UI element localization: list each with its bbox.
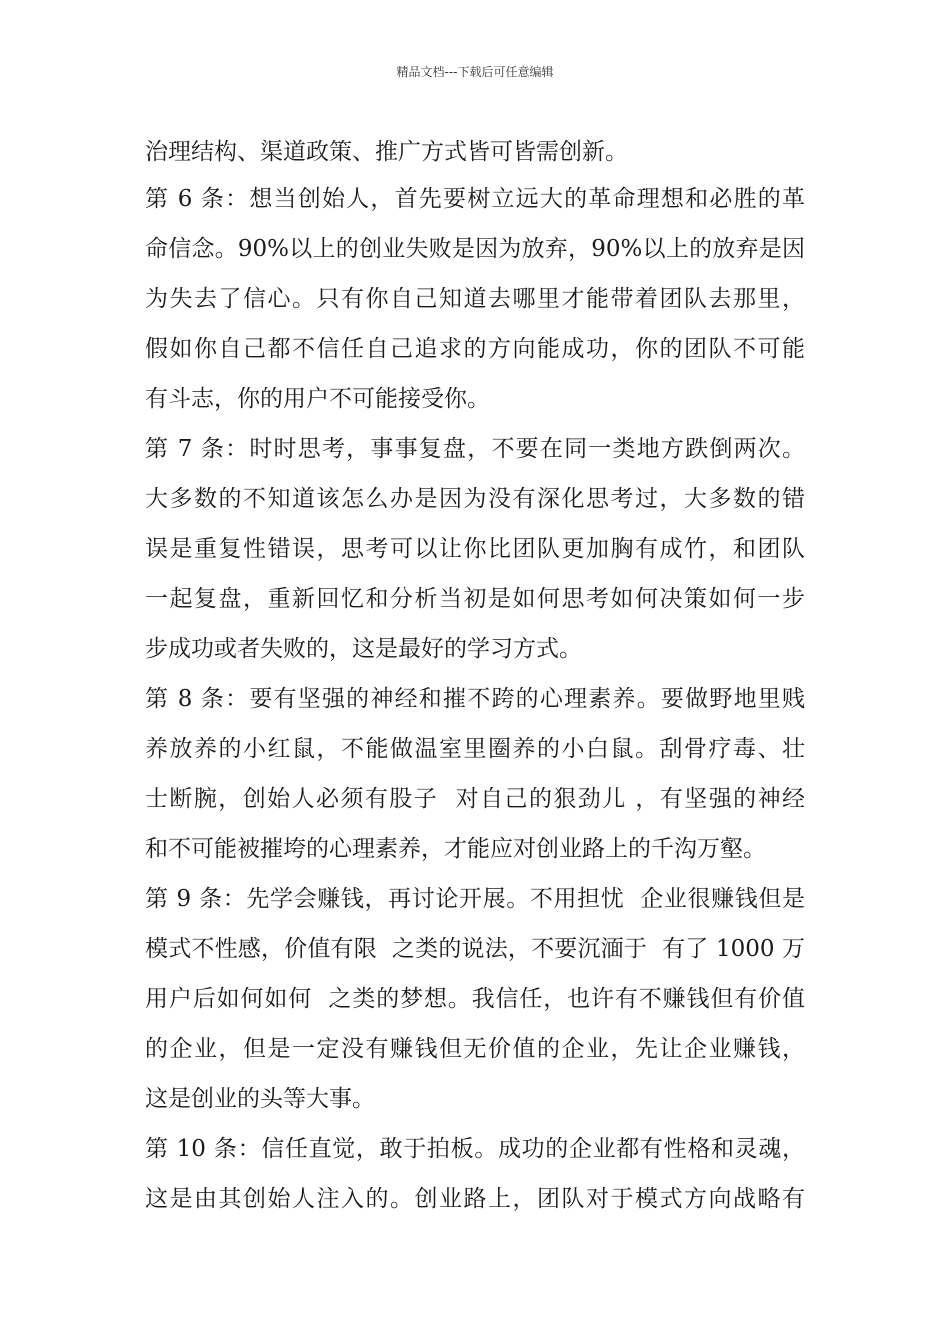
text-line: 用户后如何如何 之类的梦想。我信任，也许有不赚钱但有价值 [145, 986, 805, 1012]
text-line: 模式不性感，价值有限 之类的说法，不要沉湎于 有了 1000 万 [145, 936, 805, 962]
paragraph-article-9 [145, 874, 805, 1124]
paragraph-article-8 [145, 674, 805, 874]
text-line: 的企业，但是一定没有赚钱但无价值的企业，先让企业赚钱， [145, 1036, 805, 1062]
text-line: 和不可能被摧垮的心理素养，才能应对创业路上的千沟万壑。 [145, 836, 766, 862]
text-line: 第 9 条：先学会赚钱，再讨论开展。不用担忧 企业很赚钱但是 [145, 886, 805, 912]
text-line: 第 7 条：时时思考，事事复盘，不要在同一类地方跌倒两次。 [145, 436, 805, 462]
text-line: 第 10 条：信任直觉，敢于拍板。成功的企业都有性格和灵魂， [145, 1136, 805, 1162]
paragraph-article-10 [145, 1124, 805, 1224]
paragraph-article-6 [145, 174, 805, 424]
text-line: 命信念。90%以上的创业失败是因为放弃，90%以上的放弃是因 [145, 236, 805, 262]
text-line: 第 8 条：要有坚强的神经和摧不跨的心理素养。要做野地里贱 [145, 686, 805, 712]
text-line: 大多数的不知道该怎么办是因为没有深化思考过，大多数的错 [145, 486, 805, 512]
text-line: 这是由其创始人注入的。创业路上，团队对于模式方向战略有 [145, 1186, 805, 1212]
paragraph [145, 130, 805, 174]
text-line: 为失去了信心。只有你自己知道去哪里才能带着团队去那里， [145, 286, 805, 312]
paragraph-article-7 [145, 424, 805, 674]
text-line: 这是创业的头等大事。 [145, 1086, 375, 1112]
text-line: 误是重复性错误，思考可以让你比团队更加胸有成竹，和团队 [145, 536, 805, 562]
text-line: 步成功或者失败的，这是最好的学习方式。 [145, 636, 582, 662]
text-line: 有斗志，你的用户不可能接受你。 [145, 386, 490, 412]
text-line: 养放养的小红鼠，不能做温室里圈养的小白鼠。刮骨疗毒、壮 [145, 736, 805, 762]
text-line: 士断腕，创始人必须有股子 对自己的狠劲儿 ，有坚强的神经 [145, 786, 805, 812]
document-body [145, 130, 805, 1224]
page-header: 精品文档---下载后可任意编辑 [396, 65, 554, 79]
text-line: 一起复盘，重新回忆和分析当初是如何思考如何决策如何一步 [145, 586, 805, 612]
text-line: 假如你自己都不信任自己追求的方向能成功，你的团队不可能 [145, 336, 805, 362]
text-line: 治理结构、渠道政策、推广方式皆可皆需创新。 [145, 139, 628, 165]
text-line: 第 6 条：想当创始人，首先要树立远大的革命理想和必胜的革 [145, 186, 805, 212]
